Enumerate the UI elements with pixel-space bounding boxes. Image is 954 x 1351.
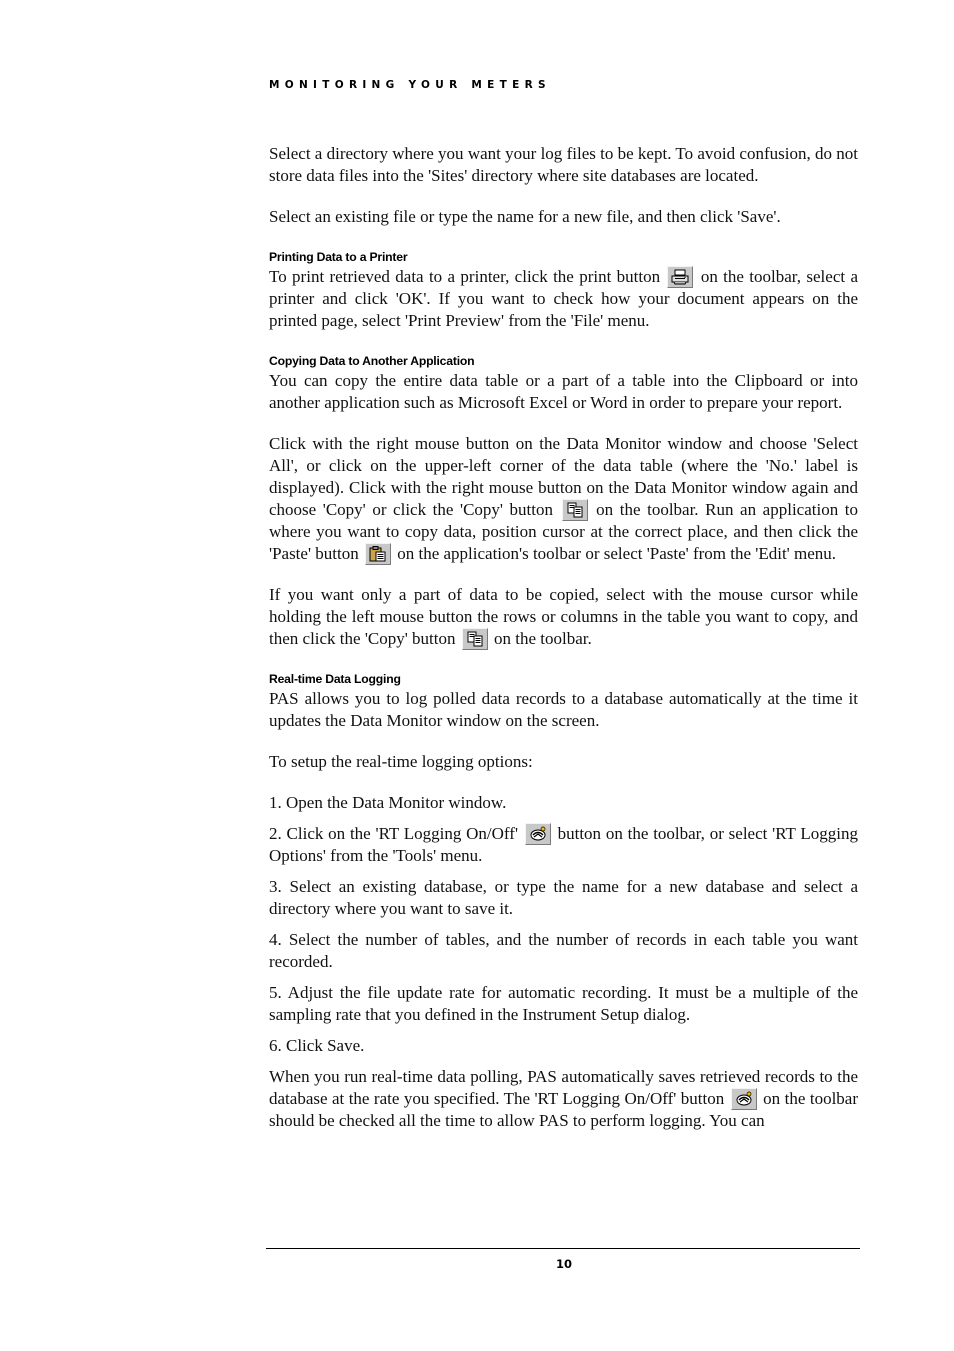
list-item: 5. Adjust the file update rate for automatic recording. It must be a multiple of the sampling rate that you defined in the Instrument Setup dialog.: [269, 983, 858, 1024]
page-number: 10: [555, 1257, 572, 1271]
paragraph-rt-intro: PAS allows you to log polled data records to a database automatically at the time it updates the Data Monitor window on the screen.: [269, 689, 858, 730]
list-item: 2. Click on the 'RT Logging On/Off' button on the toolbar, or select 'RT Logging Options' from the 'Tools' menu.: [269, 824, 858, 865]
list-item: 3. Select an existing database, or type the name for a new database and select a directory where you want to save it.: [269, 877, 858, 918]
paragraph-copy-intro: You can copy the entire data table or a part of a table into the Clipboard or into another application such as Microsoft Excel or Word in order to prepare your report.: [269, 371, 858, 412]
body-text: [269, 143, 858, 1132]
copy-icon: [462, 628, 488, 650]
rt-logging-icon: [525, 823, 551, 845]
paragraph-printing: To print retrieved data to a printer, click the print button on the toolbar, select a printer and click 'OK'. If you want to check how your document appears on the printed page, select 'Print Preview' from the 'File' menu.: [269, 267, 858, 330]
copy-icon: [562, 499, 588, 521]
heading-printing: Printing Data to a Printer: [269, 250, 408, 264]
paragraph-log-directory: Select a directory where you want your log files to be kept. To avoid confusion, do not store data files into the 'Sites' directory where site databases are located.: [269, 144, 858, 185]
rt-logging-icon: [731, 1088, 757, 1110]
list-item: 1. Open the Data Monitor window.: [269, 793, 507, 812]
paragraph-rt-setup: To setup the real-time logging options:: [269, 752, 533, 771]
footer-divider: [266, 1248, 860, 1249]
paragraph-copy-steps: Click with the right mouse button on the Data Monitor window and choose 'Select All', or click on the upper-left corner of the data table (where the 'No.' label is displayed). Click with the right mouse button on the Data Monitor window again and choose 'Copy' or click the 'Copy' button on the toolbar. Run an application to where you want to copy data, position cursor at the correct place, and then click the 'Paste' button on the application's toolbar or select 'Paste' from the 'Edit' menu.: [269, 434, 858, 563]
heading-realtime-logging: Real-time Data Logging: [269, 672, 401, 686]
paste-icon: [365, 543, 391, 565]
running-header: MONITORING YOUR METERS: [269, 79, 551, 91]
list-item: 6. Click Save.: [269, 1036, 365, 1055]
printer-icon: [667, 266, 693, 288]
paragraph-select-file: Select an existing file or type the name for a new file, and then click 'Save'.: [269, 207, 781, 226]
paragraph-copy-partial: If you want only a part of data to be copied, select with the mouse cursor while holding the left mouse button the rows or columns in the table you want to copy, and then click the 'Copy' button on the toolbar.: [269, 585, 858, 648]
heading-copying: Copying Data to Another Application: [269, 354, 475, 368]
list-item: 4. Select the number of tables, and the number of records in each table you want recorded.: [269, 930, 858, 971]
paragraph-rt-polling: When you run real-time data polling, PAS automatically saves retrieved records to the database at the rate you specified. The 'RT Logging On/Off' button on the toolbar should be checked all the time to allow PAS to perform logging. You can: [269, 1067, 859, 1130]
